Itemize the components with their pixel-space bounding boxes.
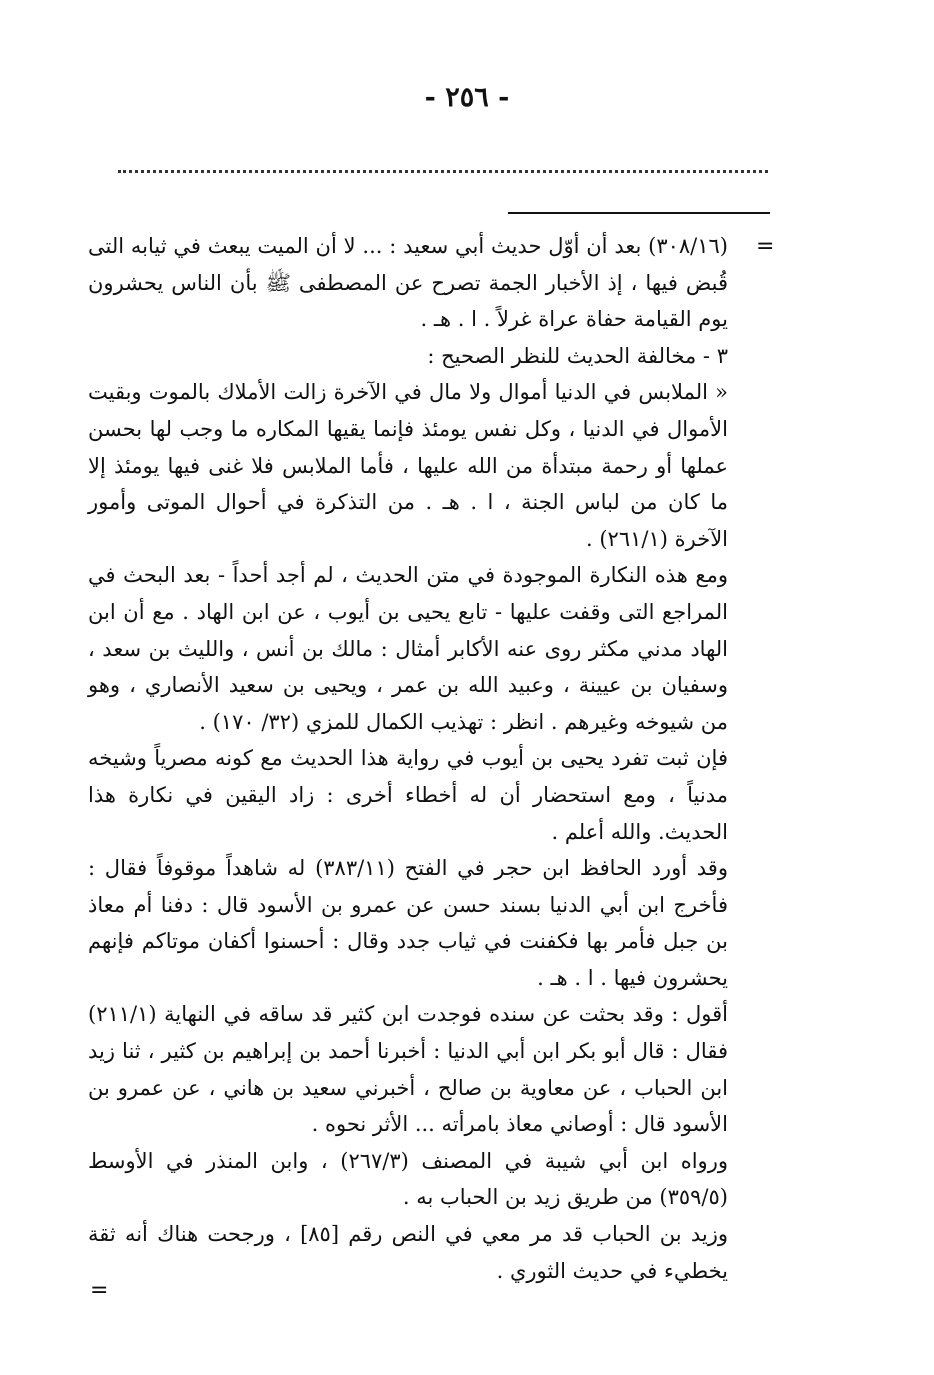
continuation-marker-bottom: = <box>90 1278 109 1303</box>
paragraph-1: (٣٠٨/١٦) بعد أن أوّل حديث أبي سعيد : ... لا أن الميت يبعث في ثيابه التى قُبض فيها ، إذ الأخبار الجمة تصرح عن المصطفى ﷺ بأن الناس يحشرون يوم القيامة حفاة عراة غرلاً . ا . هـ . <box>88 234 728 332</box>
paragraph-2: ٣ - مخالفة الحديث للنظر الصحيح : <box>427 343 728 368</box>
continuation-marker-top: = <box>756 234 775 259</box>
paragraph-6: وقد أورد الحافظ ابن حجر في الفتح (٣٨٣/١١) له شاهداً موقوفاً فقال : فأخرج ابن أبي الدنيا بسند حسن عن عمرو بن الأسود قال : دفنا أم معاذ بن جبل فأمر بها فكفنت في ثياب جدد وقال : أحسنوا أكفان موتاكم فإنهم يحشرون فيها . ا . هـ . <box>88 856 728 990</box>
page-number: - ٢٥٦ - <box>424 82 510 113</box>
paragraph-3: « الملابس في الدنيا أموال ولا مال في الآخرة زالت الأملاك بالموت وبقيت الأموال في الدنيا ، وكل نفس يومئذ فإنما يقيها المكاره ما وجب لها بحسن عملها أو رحمة مبتدأة من الله عليها ، فأما الملابس فلا غنى فيها يومئذ إلا ما كان من لباس الجنة ، ا . هـ . من التذكرة في أحوال الموتى وأمور الآخرة (٢٦١/١) . <box>88 380 728 551</box>
paragraph-4: ومع هذه النكارة الموجودة في متن الحديث ، لم أجد أحداً - بعد البحث في المراجع التى وقفت عليها - تابع يحيى بن أيوب ، عن ابن الهاد . مع أن ابن الهاد مدني مكثر روى عنه الأكابر أمثال : مالك بن أنس ، والليث بن سعد ، وسفيان بن عيينة ، وعبيد الله بن عمر ، ويحيى بن سعيد الأنصاري ، وهو من شيوخه وغيرهم . انظر : تهذيب الكمال للمزي (٣٢/ ١٧٠) . <box>88 563 728 734</box>
paragraph-9: وزيد بن الحباب قد مر معي في النص رقم [٨٥] ، ورجحت هناك أنه ثقة يخطيء في حديث الثوري . <box>88 1222 728 1283</box>
paragraph-5: فإن ثبت تفرد يحيى بن أيوب في رواية هذا الحديث مع كونه مصرياً وشيخه مدنياً ، ومع استحضار أن له أخطاء أخرى : زاد اليقين في نكارة هذا الحديث. والله أعلم . <box>88 746 728 844</box>
footnote-text <box>88 228 728 1289</box>
paragraph-7: أقول : وقد بحثت عن سنده فوجدت ابن كثير قد ساقه في النهاية (٢١١/١) فقال : قال أبو بكر ابن أبي الدنيا : أخبرنا أحمد بن إبراهيم بن كثير ، ثنا زيد ابن الحباب ، عن معاوية بن صالح ، أخبرني سعيد بن هاني ، عن عمرو بن الأسود قال : أوصاني معاذ بامرأته ... الأثر نحوه . <box>88 1002 728 1137</box>
paragraph-8: ورواه ابن أبي شيبة في المصنف (٢٦٧/٣) ، وابن المنذر في الأوسط (٣٥٩/٥) من طريق زيد بن الحباب به . <box>88 1148 728 1210</box>
dotted-separator <box>118 170 768 173</box>
footnote-rule <box>508 212 770 214</box>
